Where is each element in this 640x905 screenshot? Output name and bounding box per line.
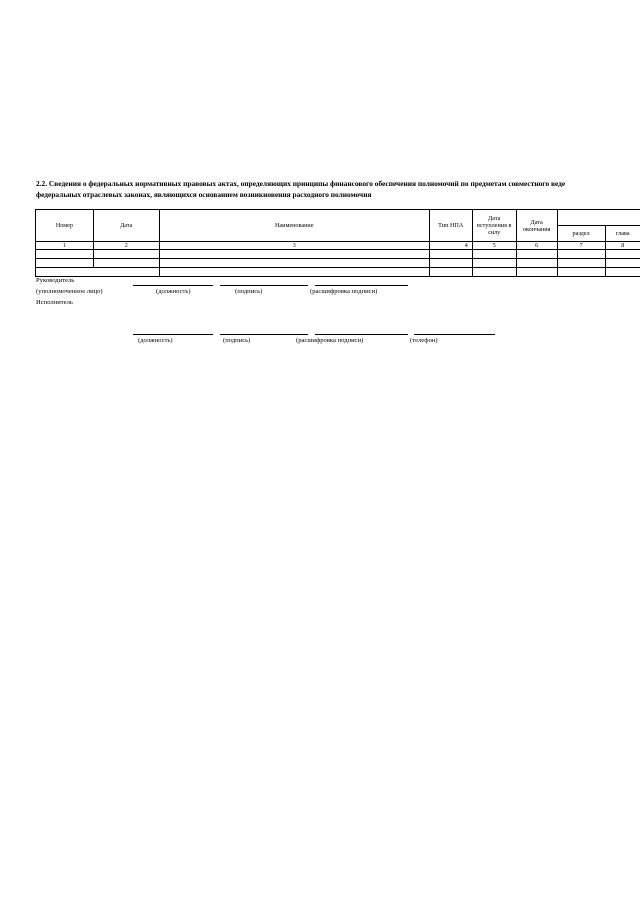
head-position-line [133,285,213,286]
col-num-6: 6 [516,242,557,250]
table-cell [472,268,516,277]
col-num-3: 3 [159,242,429,250]
table-cell [159,259,429,268]
table-cell [93,259,159,268]
table-cell [516,250,557,259]
table-cell [516,259,557,268]
col-num-4: 4 [429,242,472,250]
header-chapter: глава [605,226,640,242]
head-decoding-caption: (расшифровка подписи) [310,288,378,295]
table-row [36,250,640,259]
head-decoding-line [315,285,408,286]
table-cell [159,250,429,259]
col-num-7: 7 [557,242,605,250]
exec-decoding-line [315,334,408,335]
header-npa-type: Тип НПА [429,210,472,242]
exec-decoding-caption: (расшифровка подписи) [296,337,364,344]
table-cell [605,250,640,259]
exec-position-line [133,334,213,335]
section-title-line-1: 2.2. Сведения о федеральных нормативных правовых актах, определяющих принципы финансового обеспечения полномочий по предметам совместного веде [36,179,566,188]
exec-phone-caption: (телефон) [410,337,438,344]
section-title [36,178,565,200]
table-cell [159,268,429,277]
head-sub-label: (уполномоченное лицо) [36,288,103,295]
npa-table [35,209,640,277]
section-title-line-2: федеральных отраслевых законах, являющихся основанием возникновения расходного полномочия [36,190,372,199]
exec-signature-line [220,334,308,335]
table-cell [472,259,516,268]
exec-signature-caption: (подпись) [223,337,251,344]
table-cell [36,259,94,268]
table-cell [516,268,557,277]
head-signature-caption: (подпись) [235,288,263,295]
table-cell [557,268,605,277]
table-row [36,268,640,277]
header-end-date: Дата окончания [516,210,557,242]
table-cell [557,250,605,259]
header-date: Дата [93,210,159,242]
col-num-8: 8 [605,242,640,250]
table-cell [93,250,159,259]
header-name: Наименование [159,210,429,242]
column-numbers-row [36,242,640,250]
table-cell [605,268,640,277]
head-label: Руководитель [36,277,75,284]
table-row [36,259,640,268]
table-cell [36,268,160,277]
header-row [36,210,640,226]
header-section: раздел [557,226,605,242]
exec-position-caption: (должность) [138,337,173,344]
header-structure-unit [557,210,640,226]
table-cell [429,268,472,277]
header-effective-date: Дата вступления в силу [472,210,516,242]
col-num-1: 1 [36,242,94,250]
table-cell [36,250,94,259]
col-num-5: 5 [472,242,516,250]
table-cell [429,259,472,268]
executor-label: Исполнитель [36,299,73,306]
table-cell [557,259,605,268]
header-number: Номер [36,210,94,242]
exec-phone-line [414,334,495,335]
head-signature-line [220,285,308,286]
table-cell [605,259,640,268]
col-num-2: 2 [93,242,159,250]
head-position-caption: (должность) [156,288,191,295]
table-cell [429,250,472,259]
table-cell [472,250,516,259]
